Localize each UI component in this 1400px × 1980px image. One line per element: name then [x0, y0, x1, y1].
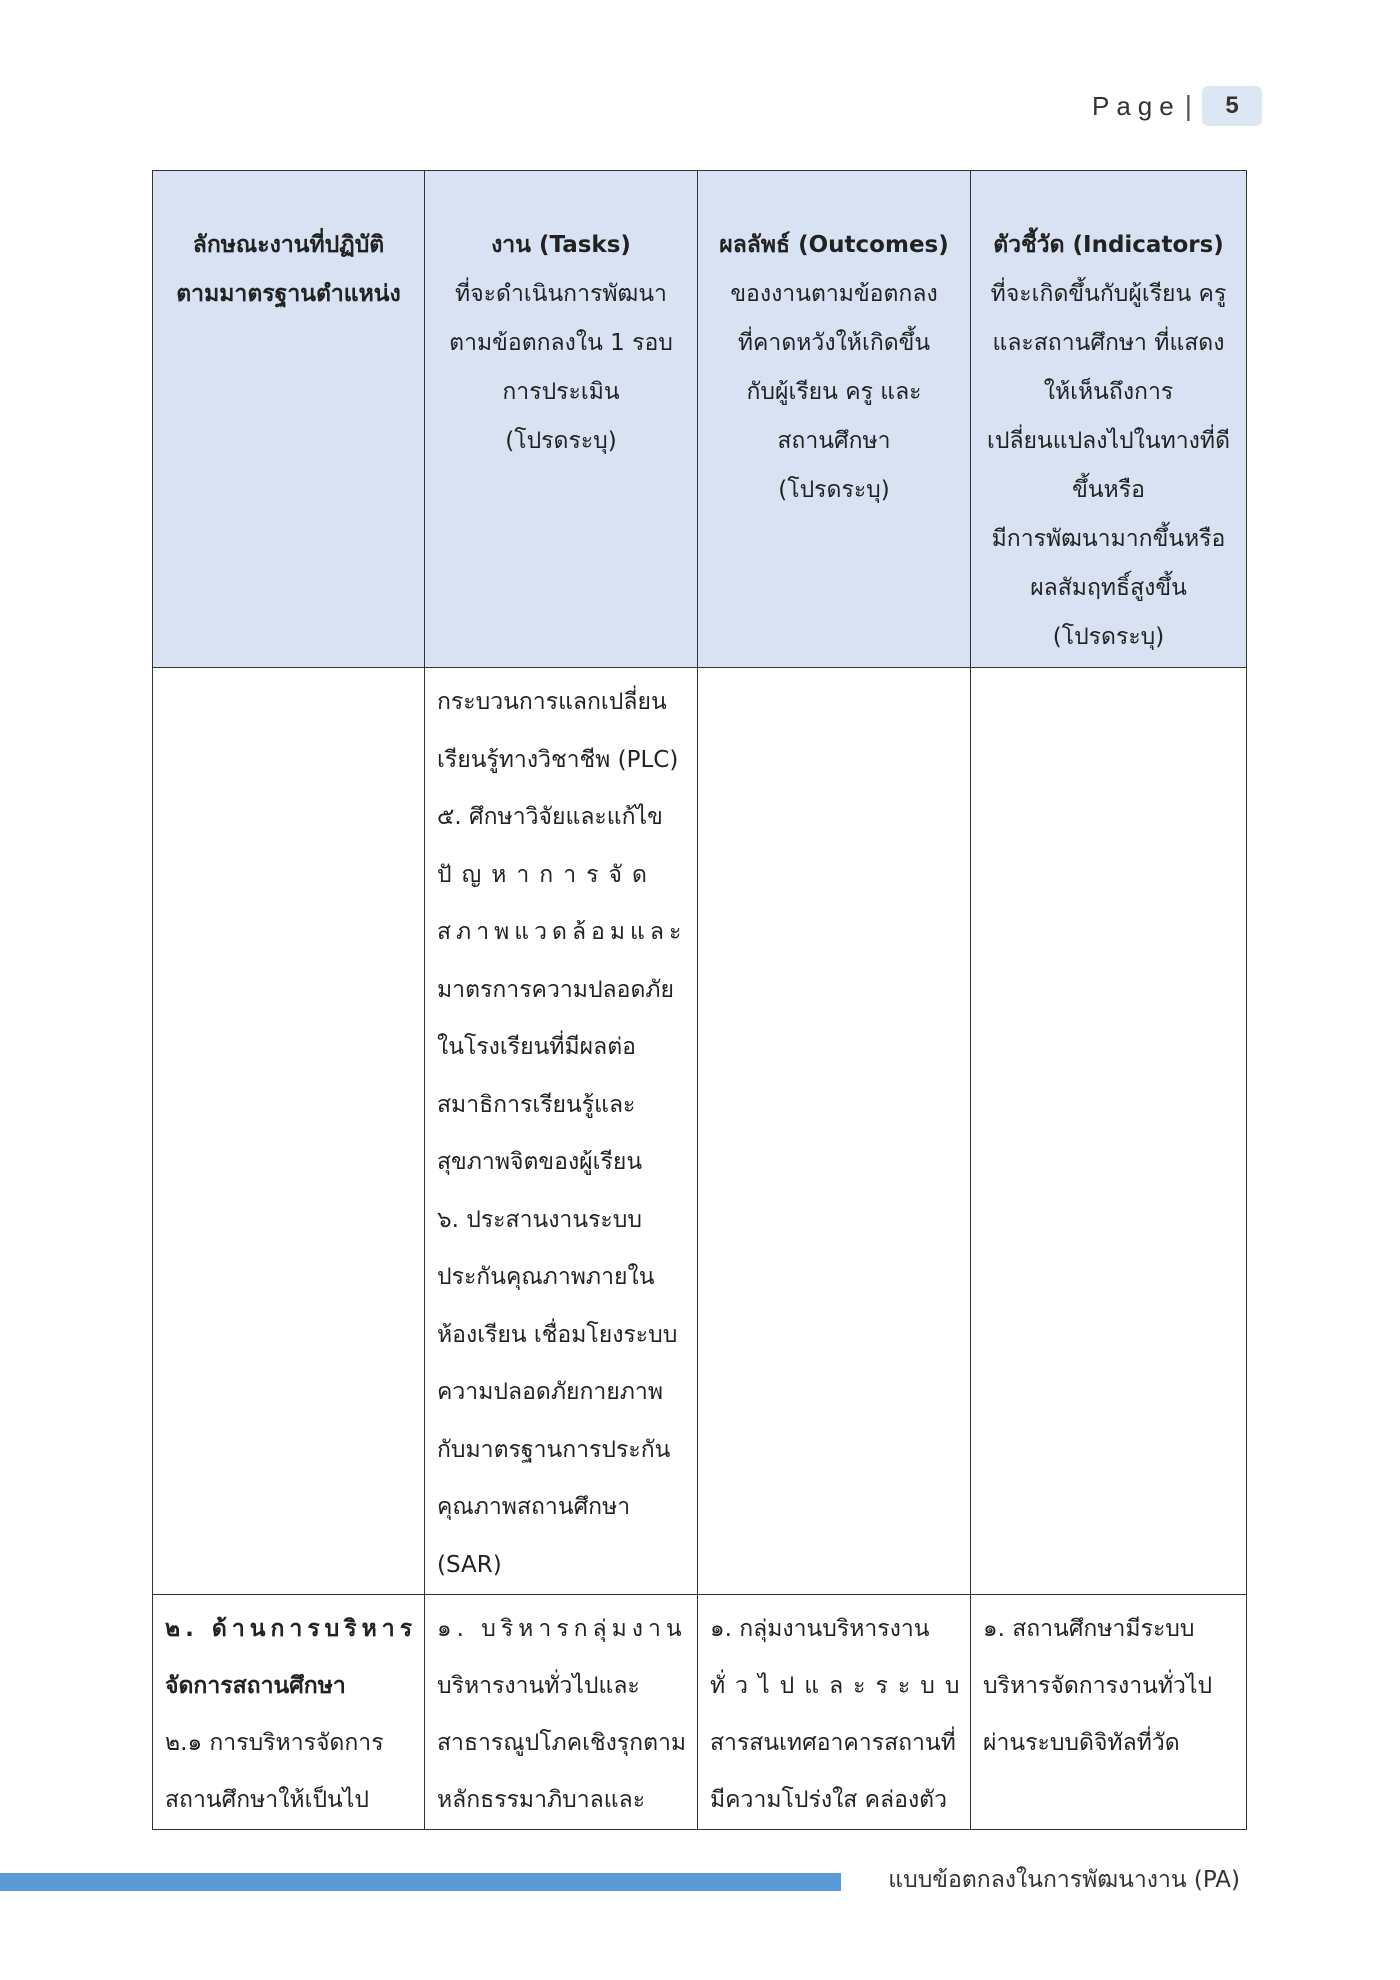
- header-line: มีการพัฒนามากขึ้นหรือ: [991, 526, 1226, 552]
- header-line: (โปรดระบุ): [778, 477, 890, 503]
- indicator-line: บริหารจัดการงานทั่วไป: [983, 1673, 1213, 1699]
- task-line: สมาธิการเรียนรู้และ: [437, 1091, 636, 1118]
- task-line: เรียนรู้ทางวิชาชีพ (PLC): [437, 746, 679, 773]
- header-line: สถานศึกษา: [777, 428, 891, 454]
- table-row: [153, 1595, 1247, 1830]
- header-line: ผลสัมฤทธิ์สูงขึ้น: [1030, 575, 1187, 601]
- standard-subheading: สถานศึกษาให้เป็นไป: [165, 1787, 369, 1813]
- header-line: ให้เห็นถึงการ: [1043, 379, 1174, 405]
- header-line: ของงานตามข้อตกลง: [730, 281, 938, 307]
- page-separator: |: [1184, 90, 1192, 121]
- header-indicators: [971, 171, 1247, 668]
- standard-subheading: ๒.๑ การบริหารจัดการ: [165, 1730, 384, 1756]
- header-line: กับผู้เรียน ครู และ: [746, 379, 922, 405]
- performance-agreement-table: [152, 170, 1247, 1830]
- task-line: บริหารงานทั่วไปและ: [437, 1673, 640, 1699]
- task-line: ๑. บริหารกลุ่มงาน: [437, 1616, 687, 1642]
- header-line: การประเมิน: [502, 379, 620, 405]
- header-tasks: [425, 171, 698, 668]
- task-line: ห้องเรียน เชื่อมโยงระบบ: [437, 1321, 678, 1348]
- header-line: ที่จะเกิดขึ้นกับผู้เรียน ครู: [990, 281, 1227, 307]
- task-line: กับมาตรฐานการประกัน: [437, 1436, 671, 1463]
- task-line: (SAR): [437, 1551, 502, 1578]
- footer-accent-bar: [0, 1873, 841, 1891]
- outcome-line: ทั่วไปและระบบ: [710, 1673, 970, 1699]
- header-line: (โปรดระบุ): [1052, 624, 1165, 650]
- cell-tasks: [425, 1595, 698, 1830]
- footer-title: แบบข้อตกลงในการพัฒนางาน (PA): [888, 1867, 1240, 1893]
- indicator-line: ผ่านระบบดิจิทัลที่วัด: [983, 1730, 1180, 1756]
- task-line: ๕. ศึกษาวิจัยและแก้ไข: [437, 804, 663, 830]
- task-line: ในโรงเรียนที่มีผลต่อ: [437, 1034, 636, 1060]
- header-line: ผลลัพธ์ (Outcomes): [719, 232, 949, 258]
- task-line: สภาพแวดล้อมและ: [437, 919, 687, 945]
- task-line: ประกันคุณภาพภายใน: [437, 1264, 655, 1290]
- standard-heading: จัดการสถานศึกษา: [165, 1673, 346, 1699]
- task-line: กระบวนการแลกเปลี่ยน: [437, 689, 667, 715]
- indicator-line: ๑. สถานศึกษามีระบบ: [983, 1616, 1195, 1642]
- header-standard-duties: [153, 171, 425, 668]
- cell-indicators-empty: [971, 668, 1247, 1595]
- header-line: และสถานศึกษา ที่แสดง: [992, 330, 1225, 356]
- task-line: หลักธรรมาภิบาลและ: [437, 1787, 646, 1813]
- page-label: Page: [1091, 90, 1181, 121]
- header-line: ที่คาดหวังให้เกิดขึ้น: [737, 330, 931, 356]
- header-line: งาน (Tasks): [491, 232, 631, 258]
- cell-outcomes-empty: [698, 668, 971, 1595]
- cell-standard-empty: [153, 668, 425, 1595]
- cell-tasks: [425, 668, 698, 1595]
- header-line: ลักษณะงานที่ปฏิบัติ: [192, 232, 385, 258]
- task-line: ๖. ประสานงานระบบ: [437, 1206, 642, 1233]
- header-line: ขึ้นหรือ: [1072, 477, 1145, 503]
- task-line: ความปลอดภัยกายภาพ: [437, 1379, 664, 1405]
- page-number: 5: [1202, 86, 1262, 126]
- outcome-line: ๑. กลุ่มงานบริหารงาน: [710, 1616, 930, 1642]
- table-header-row: [153, 171, 1247, 668]
- page-header: [1092, 86, 1262, 126]
- header-line: ตัวชี้วัด (Indicators): [993, 232, 1224, 258]
- cell-indicators: [971, 1595, 1247, 1830]
- task-line: คุณภาพสถานศึกษา: [437, 1494, 631, 1520]
- cell-standard: [153, 1595, 425, 1830]
- cell-outcomes: [698, 1595, 971, 1830]
- header-outcomes: [698, 171, 971, 668]
- task-line: ปัญหาการจัด: [437, 861, 657, 888]
- header-line: ที่จะดำเนินการพัฒนา: [455, 281, 667, 307]
- header-line: ตามมาตรฐานตำแหน่ง: [176, 281, 401, 307]
- header-line: เปลี่ยนแปลงไปในทางที่ดี: [986, 428, 1231, 454]
- task-line: สุขภาพจิตของผู้เรียน: [437, 1149, 643, 1175]
- task-line: มาตรการความปลอดภัย: [437, 976, 675, 1003]
- header-line: (โปรดระบุ): [505, 428, 617, 454]
- task-line: สาธารณูปโภคเชิงรุกตาม: [437, 1730, 687, 1756]
- outcome-line: มีความโปร่งใส คล่องตัว: [710, 1787, 948, 1813]
- standard-heading: ๒. ด้านการบริหาร: [165, 1616, 418, 1642]
- outcome-line: สารสนเทศอาคารสถานที่: [710, 1730, 956, 1756]
- header-line: ตามข้อตกลงใน 1 รอบ: [449, 330, 673, 356]
- table-row: [153, 668, 1247, 1595]
